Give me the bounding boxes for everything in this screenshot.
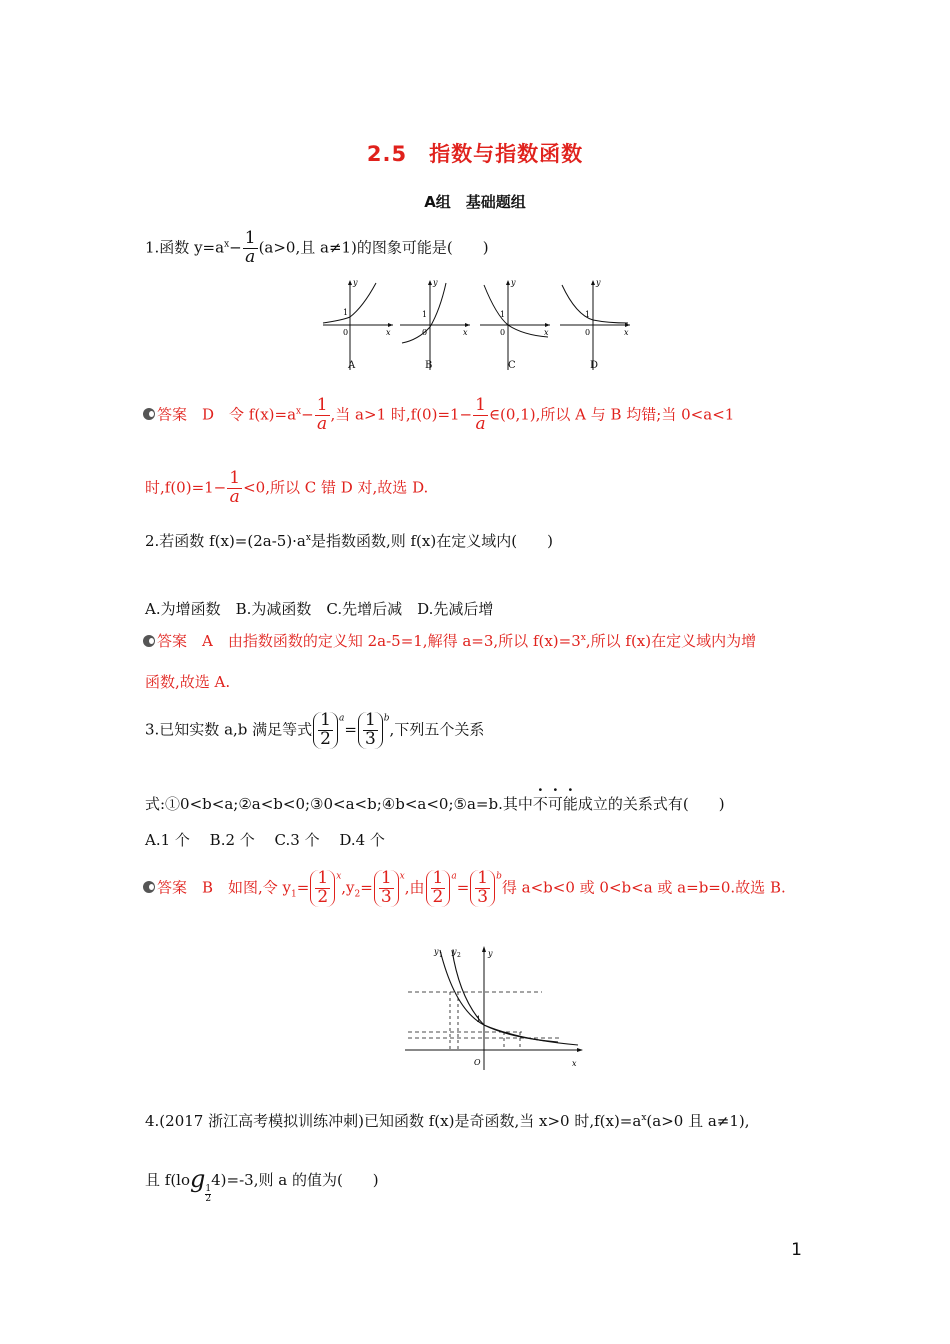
a3-sup-b: b xyxy=(496,871,502,882)
page-number: 1 xyxy=(791,1240,802,1260)
q3-emphasis-1: 不 xyxy=(532,795,548,813)
q4-sub-den: 2 xyxy=(205,1194,212,1204)
q3-paren-2 xyxy=(358,712,383,749)
q1-minus: − xyxy=(229,238,242,257)
a3-f1-num: 1 xyxy=(317,868,329,888)
graph-label-a: A xyxy=(348,360,356,371)
q4-line2-post: 4)=-3,则 a 的值为( ) xyxy=(211,1171,379,1189)
q3-options: A.1 个 B.2 个 C.3 个 D.4 个 xyxy=(145,831,385,849)
q2-sup: x xyxy=(305,533,311,543)
a3-sup-x1: x xyxy=(336,871,342,882)
graph-c-x-label: x xyxy=(544,328,549,337)
q1-text-post: (a>0,且 a≠1)的图象可能是( ) xyxy=(258,238,489,257)
a3-post: 得 a<b<0 或 0<b<a 或 a=b=0.故选 B. xyxy=(501,878,786,897)
q4-line1-post: (a>0 且 a≠1), xyxy=(646,1112,750,1130)
graph-label-c: C xyxy=(508,360,516,371)
q3-frac-2 xyxy=(363,712,378,749)
curve-y1 xyxy=(440,950,578,1045)
a3-paren-3 xyxy=(426,870,451,907)
label-y1-sub: 1 xyxy=(439,952,443,959)
q1-frac-num: 1 xyxy=(244,228,256,248)
question-3 xyxy=(145,712,484,749)
a3-paren-2 xyxy=(374,870,399,907)
a3-frac-1 xyxy=(315,870,330,907)
q3-emphasis-2: 可 xyxy=(547,795,563,813)
q3-f1-den: 2 xyxy=(320,728,331,749)
q3-f1-num: 1 xyxy=(320,710,331,730)
q1-frac-den: a xyxy=(245,246,256,267)
a1-sup: x xyxy=(296,406,302,417)
graph-b-x-label: x xyxy=(463,328,468,337)
a1-frac2-num: 1 xyxy=(475,395,486,415)
graph-a-one: 1 xyxy=(343,308,349,317)
answer-1 xyxy=(143,397,734,434)
graph-c-y-label: y xyxy=(511,278,516,287)
graph-label-d: D xyxy=(590,360,599,371)
curve-y2 xyxy=(452,950,558,1042)
answer-icon xyxy=(143,881,155,893)
answer-1-line-2 xyxy=(145,470,428,507)
a1-text-3: ∈(0,1),所以 A 与 B 均错;当 0<a<1 xyxy=(488,405,735,424)
a3-eq2: = xyxy=(360,878,373,897)
a3-f2-num: 1 xyxy=(380,868,392,888)
a3-f1-den: 2 xyxy=(317,886,329,907)
q4-sub-num: 1 xyxy=(205,1184,212,1194)
q2-options: A.为增函数 B.为减函数 C.先增后减 D.先减后增 xyxy=(145,600,494,618)
graph-a-y-label: y xyxy=(353,278,358,287)
a3-f3-den: 2 xyxy=(432,886,444,907)
answer-2 xyxy=(143,630,756,651)
q4-g: g xyxy=(190,1165,206,1193)
a1-text-1: 答案 D 令 f(x)=a xyxy=(157,405,297,424)
q3-line2-post: 成立的关系式有( ) xyxy=(577,795,725,813)
graph-c-one: 1 xyxy=(500,310,506,319)
graph-d xyxy=(560,278,630,370)
q3-eq: = xyxy=(344,720,357,739)
graph-a-origin: 0 xyxy=(343,328,349,337)
answer-icon xyxy=(143,635,155,647)
a3-eq3: = xyxy=(456,878,470,897)
a3-frac-4 xyxy=(475,870,490,907)
a1-fraction-1 xyxy=(315,397,330,434)
graph-b-origin: 0 xyxy=(422,328,428,337)
q3-line2-pre: 式:①0<b<a;②a<b<0;③0<a<b;④b<a<0;⑤a=b.其中 xyxy=(145,795,533,813)
a3-graph xyxy=(400,940,590,1075)
graph-d-y-label: y xyxy=(596,278,601,287)
graph-d-origin: 0 xyxy=(585,328,591,337)
a3-paren-4 xyxy=(470,870,495,907)
a1-frac1-num: 1 xyxy=(316,395,328,415)
a3-f3-num: 1 xyxy=(432,868,444,888)
question-4-line-2 xyxy=(145,1165,379,1204)
a3-frac-3 xyxy=(431,870,446,907)
graph-b xyxy=(400,278,470,370)
q3-sup-b: b xyxy=(383,713,390,724)
q3-sup-a: a xyxy=(339,713,345,724)
a3-mid2: ,由 xyxy=(404,878,425,897)
q2-stem-post: 是指数函数,则 f(x)在定义域内( ) xyxy=(310,532,553,550)
question-1 xyxy=(145,230,489,267)
label-y1: y xyxy=(434,947,439,956)
graph-b-y-label: y xyxy=(433,278,438,287)
label-y: y xyxy=(488,949,493,958)
a3-f2-den: 3 xyxy=(380,886,392,907)
graph-d-one: 1 xyxy=(585,310,591,319)
graph-label-b: B xyxy=(425,360,433,371)
page-title: 2.5 指数与指数函数 xyxy=(366,142,584,166)
a3-sup-a: a xyxy=(451,871,457,882)
q3-f2-den: 3 xyxy=(364,728,376,749)
a1-minus: − xyxy=(301,405,314,424)
a2-line1-post: ,所以 f(x)在定义域内为增 xyxy=(585,632,757,650)
graph-c xyxy=(480,278,550,370)
graph-d-x-label: x xyxy=(624,328,629,337)
a1-frac3-den: a xyxy=(229,486,240,507)
q1-text-pre: 1.函数 y=a xyxy=(145,238,225,257)
q1-sup: x xyxy=(224,239,230,250)
a1-line2-pre: 时,f(0)=1− xyxy=(145,478,227,497)
a1-fraction-2 xyxy=(473,397,488,434)
a3-eq1: = xyxy=(296,878,310,897)
label-y2: y xyxy=(452,947,457,956)
a3-sup-x2: x xyxy=(399,871,405,882)
a2-line1-pre: 答案 A 由指数函数的定义知 2a-5=1,解得 a=3,所以 f(x)=3 xyxy=(157,632,581,650)
a1-frac3-num: 1 xyxy=(229,468,241,488)
a3-sub1: 1 xyxy=(291,889,297,900)
q3-paren-1 xyxy=(313,712,338,749)
label-origin: O xyxy=(474,1058,481,1067)
q3-pre: 3.已知实数 a,b 满足等式 xyxy=(145,720,313,739)
q1-fraction xyxy=(243,230,258,267)
a2-sup: x xyxy=(580,633,586,643)
section-heading: A组 基础题组 xyxy=(424,193,526,211)
q3-post: ,下列五个关系 xyxy=(389,720,485,739)
question-4 xyxy=(145,1110,750,1131)
answer-2-line-2: 函数,故选 A. xyxy=(145,673,231,691)
label-x: x xyxy=(572,1059,577,1068)
graph-a-x-label: x xyxy=(386,328,391,337)
a3-frac-2 xyxy=(379,870,394,907)
a1-line2-post: <0,所以 C 错 D 对,故选 D. xyxy=(243,478,429,497)
q4-sup: x xyxy=(641,1113,647,1123)
answer-icon xyxy=(143,408,155,420)
q2-stem-pre: 2.若函数 f(x)=(2a-5)·a xyxy=(145,532,306,550)
a3-pre: 答案 B 如图,令 y xyxy=(157,878,292,897)
a1-frac2-den: a xyxy=(475,413,486,434)
label-one: 1 xyxy=(476,1015,482,1024)
graph-c-origin: 0 xyxy=(500,328,506,337)
a3-paren-1 xyxy=(310,870,335,907)
q3-emphasis-3: 能 xyxy=(562,795,578,813)
q3-frac-1 xyxy=(318,712,333,749)
a1-fraction-3 xyxy=(227,470,242,507)
graph-b-one: 1 xyxy=(422,310,428,319)
a1-text-2: ,当 a>1 时,f(0)=1− xyxy=(330,405,473,424)
a3-f4-den: 3 xyxy=(477,886,489,907)
a3-f4-num: 1 xyxy=(477,868,489,888)
a3-mid1: ,y xyxy=(341,878,355,897)
q3-f2-num: 1 xyxy=(364,710,376,730)
a3-sub2: 2 xyxy=(354,889,361,900)
q4-line1-pre: 4.(2017 浙江高考模拟训练冲刺)已知函数 f(x)是奇函数,当 x>0 时,f(x)=a xyxy=(145,1112,642,1130)
graph-a xyxy=(323,278,393,370)
question-3-line-2 xyxy=(145,793,725,814)
a1-frac1-den: a xyxy=(317,413,328,434)
q4-line2-pre: 且 f(lo xyxy=(145,1171,191,1189)
label-y2-sub: 2 xyxy=(457,952,461,959)
question-2 xyxy=(145,530,553,551)
answer-3 xyxy=(143,870,786,907)
